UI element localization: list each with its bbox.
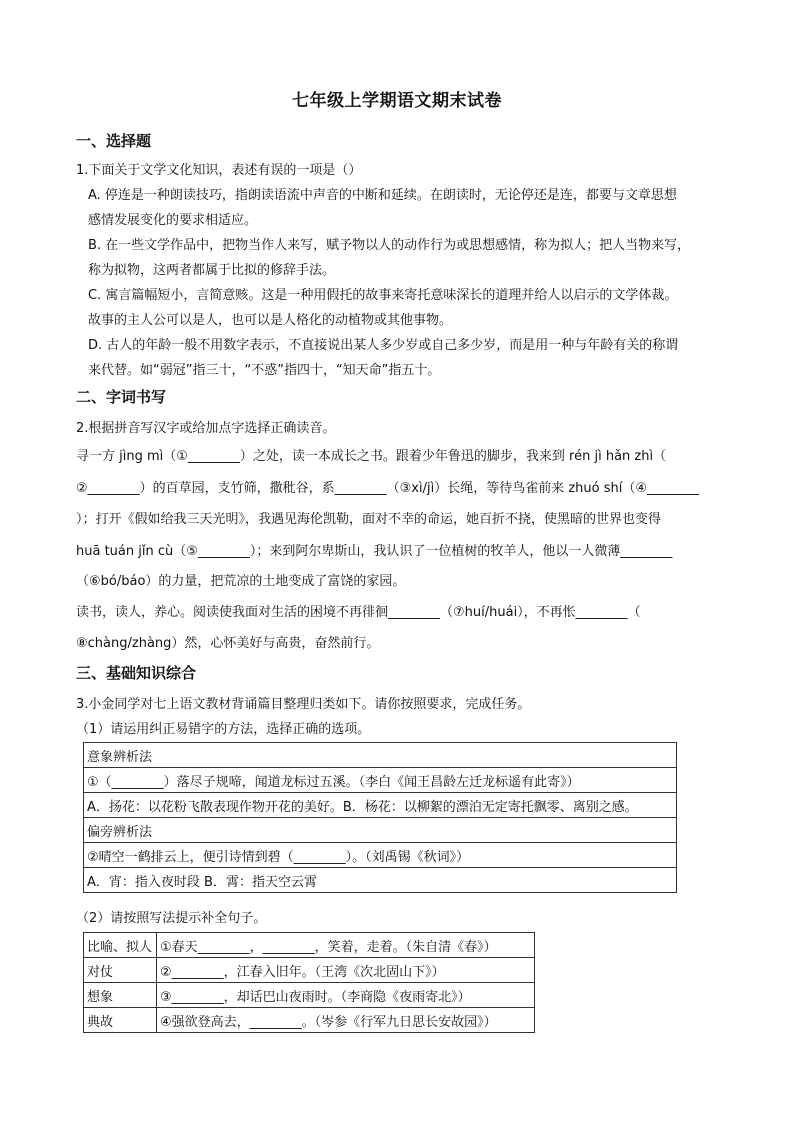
section-heading-choice: 一、选择题 [76,132,152,150]
table-cell-sentence: ④强欲登高去，________。（岑参《行军九日思长安故园》） [157,1008,535,1033]
option-c-line-2: 故事的主人公可以是人，也可以是人格化的动植物或其他事物。 [88,313,453,328]
question-3-part-1: （1）请运用纠正易错字的方法，选择正确的选项。 [76,722,371,737]
table-cell-sentence: ①春天________，________，笑着，走着。（朱自清《春》） [157,933,535,958]
question-1-stem: 1.下面关于文学文化知识，表述有误的一项是（） [76,163,362,178]
table-cell-sentence: ②________，江春入旧年。（王湾《次北固山下》） [157,958,535,983]
table-cell: A．宵：指入夜时段 B．霄：指天空云霄 [84,868,677,893]
table-writing-methods [83,932,535,1033]
option-a-line-1: A. 停连是一种朗读技巧，指朗读语流中声音的中断和延续。在朗读时，无论停还是连，都要与文章思想 [88,188,677,203]
table-cell: 偏旁辨析法 [84,818,677,843]
question-2-line-4: huā tuán jǐn cù（⑤________）；来到阿尔卑斯山，我认识了一位植树的牧羊人，他以一人微薄________ [76,544,673,559]
option-d-line-2: 来代替。如“弱冠”指三十，“不惑”指四十，“知天命”指五十。 [88,363,441,378]
table-row [84,1008,535,1033]
question-2-line-6: 读书，读人，养心。阅读使我面对生活的困境不再徘徊________（⑦huí/huái），不再怅________（ [76,605,641,620]
table-cell-method: 比喻、拟人 [84,933,157,958]
table-cell: A．扬花：以花粉飞散表现作物开花的美好。B．杨花：以柳絮的漂泊无定寄托飘零、离别之感。 [84,793,677,818]
section-heading-basics: 三、基础知识综合 [76,664,197,682]
option-a-line-2: 感情发展变化的要求相适应。 [88,213,258,228]
table-error-correction [83,742,677,893]
question-2-line-2: ②________）的百草园，支竹筛，撒秕谷，系________（③xì/jì）长绳，等待鸟雀前来 zhuó shí（④________ [76,481,700,496]
question-2-stem: 2.根据拼音写汉字或给加点字选择正确读音。 [76,421,336,436]
table-cell-method: 想象 [84,983,157,1008]
table-row [84,933,535,958]
section-heading-words: 二、字词书写 [76,388,167,406]
table-cell-method: 对仗 [84,958,157,983]
option-d-line-1: D. 古人的年龄一般不用数字表示，不直接说出某人多少岁或自己多少岁，而是用一种与年龄有关的称谓 [88,338,679,353]
option-b-line-1: B. 在一些文学作品中，把物当作人来写，赋予物以人的动作行为或思想感情，称为拟人；把人当物来写， [88,238,691,253]
option-c-line-1: C. 寓言篇幅短小，言简意赅。这是一种用假托的故事来寄托意味深长的道理并给人以启示的文学体裁。 [88,288,678,303]
table-cell-sentence: ③________，却话巴山夜雨时。（李商隐《夜雨寄北》） [157,983,535,1008]
table-cell-method: 典故 [84,1008,157,1033]
question-2-line-7: ⑧chàng/zhàng）然，心怀美好与高贵，奋然前行。 [76,636,380,651]
question-2-line-3: ）；打开《假如给我三天光明》，我遇见海伦凯勒，面对不幸的命运，她百折不挠，使黑暗的世界也变得 [76,512,662,527]
question-2-line-5: （⑥bó/báo）的力量，把荒凉的土地变成了富饶的家园。 [76,574,406,589]
question-3-part-2: （2）请按照写法提示补全句子。 [76,911,267,926]
table-cell: 意象辨析法 [84,743,677,768]
table-cell: ①（________）落尽子规啼，闻道龙标过五溪。（李白《闻王昌龄左迁龙标遥有此寄》） [84,768,677,793]
question-2-line-1: 寻一方 jìng mì（①________）之处，读一本成长之书。跟着少年鲁迅的脚步，我来到 rén jì hǎn zhì（ [76,449,667,464]
table-row [84,958,535,983]
option-b-line-2: 称为拟物，这两者都属于比拟的修辞手法。 [88,263,336,278]
page-title: 七年级上学期语文期末试卷 [292,91,502,111]
table-cell: ②晴空一鹤排云上，便引诗情到碧（________）。（刘禹锡《秋词》） [84,843,677,868]
question-3-stem: 3.小金同学对七上语文教材背诵篇目整理归类如下。请你按照要求，完成任务。 [76,697,531,712]
table-row [84,983,535,1008]
